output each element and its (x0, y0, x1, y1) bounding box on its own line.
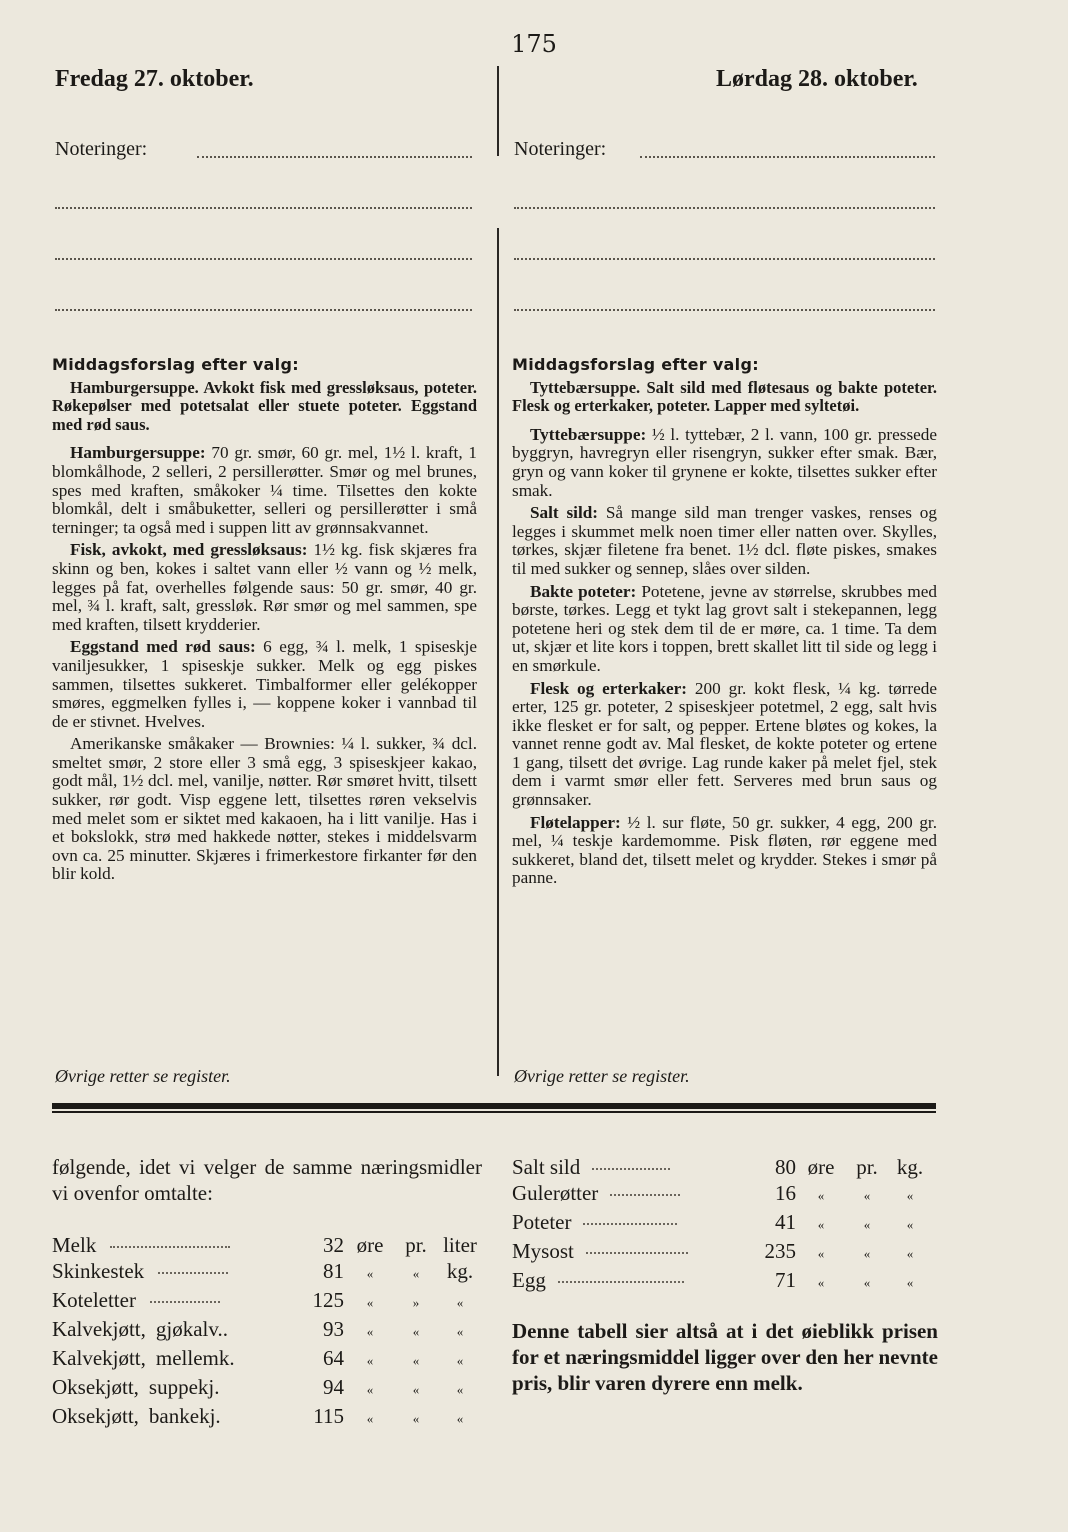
unit-c2: pr. (405, 1233, 427, 1257)
unit-c1: « (366, 1382, 374, 1397)
price-row (512, 1238, 932, 1267)
unit-c3: « (906, 1188, 914, 1203)
unit-c3: kg. (446, 1259, 474, 1283)
item-price: 93 (323, 1317, 344, 1341)
item-price: 235 (764, 1239, 796, 1263)
left-notes-line-1 (197, 156, 472, 158)
right-recipe: Salt sild: Så mange sild man trenger vaskes, renses og legges i skummet melk noen timer eller natten over. Skylles, tørkes, skjær filetene fra benet. 1½ dcl. fløte piskes, smakes til med sukker og sennep, slåes over silden. (512, 503, 937, 578)
unit-c1: « (817, 1275, 825, 1290)
unit-c1: øre (356, 1233, 384, 1257)
price-table-left (52, 1232, 484, 1432)
unit-c3: « (906, 1275, 914, 1290)
price-row (52, 1403, 484, 1432)
item-name: Kalvekjøtt, gjøkalv.. (52, 1317, 229, 1341)
price-row (512, 1267, 932, 1296)
left-notes-line-3 (55, 258, 472, 260)
unit-c2: » (412, 1295, 420, 1310)
item-name: Salt sild (512, 1154, 756, 1180)
left-footer-note: Øvrige retter se register. (55, 1066, 231, 1086)
right-recipes (512, 356, 937, 892)
unit-c2: « (412, 1382, 420, 1397)
right-notes-line-4 (514, 309, 935, 311)
price-row (52, 1345, 484, 1374)
item-price: 80 (775, 1155, 796, 1179)
right-recipe: Flesk og erterkaker: 200 gr. kokt flesk, ¼ kg. tørrede erter, 125 gr. poteter, 2 spiseskjeer potetmel, 2 egg, salt hvis ikke flesket er for salt, og pepper. Ertene bløtes og kokes, la vannet renne godt av. Mal flesket, de kokte poteter og ertene 1 gang, tilsett det øvrige. Lag runde kaker på melet fjel, stek dem i varmt smør eller fett. Serveres med brun saus og grønnsaker. (512, 678, 937, 810)
item-price: 94 (323, 1375, 344, 1399)
item-price: 115 (313, 1404, 344, 1428)
item-name: Egg (512, 1267, 756, 1296)
unit-c1: « (817, 1217, 825, 1232)
item-price: 81 (323, 1259, 344, 1283)
right-notes-line-2 (514, 207, 935, 209)
left-notes-line-2 (55, 207, 472, 209)
item-price: 71 (775, 1268, 796, 1292)
left-recipe: Hamburgersuppe: 70 gr. smør, 60 gr. mel, 1½ l. kraft, 1 blomkålhode, 2 selleri, 2 persillerøtter. Smør og mel brunes, spes med kraften, småkoker ¼ time. Tilsettes den kokte blomkål, delt i småbuketter, selleri og persillerøtter i små terninger; ta også med i suppen litt av grønnsakvannet. (52, 443, 477, 537)
right-day-heading: Lørdag 28. oktober. (716, 66, 918, 92)
price-row (512, 1209, 932, 1238)
item-price: 41 (775, 1210, 796, 1234)
unit-c3: « (456, 1324, 464, 1339)
unit-c2: « (863, 1246, 871, 1261)
price-row (512, 1154, 932, 1180)
item-price: 16 (775, 1181, 796, 1205)
left-suggestions: Hamburgersuppe. Avkokt fisk med gressløksaus, poteter. Røkepølser med potetsalat eller stuete poteter. Eggstand med rød saus. (52, 377, 477, 434)
left-recipes (52, 356, 477, 888)
unit-c2: « (863, 1275, 871, 1290)
item-price: 125 (312, 1288, 344, 1312)
unit-c2: « (863, 1188, 871, 1203)
item-price: 32 (323, 1233, 344, 1257)
left-notes-label: Noteringer: (55, 138, 148, 160)
right-suggestions: Tyttebærsuppe. Salt sild med fløtesaus og bakte poteter. Flesk og erterkaker, poteter. Lapper med syltetøi. (512, 377, 937, 416)
item-name: Mysost (512, 1238, 756, 1267)
right-notes-label: Noteringer: (514, 138, 607, 160)
unit-c3: « (906, 1246, 914, 1261)
unit-c3: liter (443, 1233, 477, 1257)
left-recipe: Fisk, avkokt, med gressløksaus: 1½ kg. fisk skjæres fra skinn og ben, kokes i saltet vann eller ½ vann og ½ melk, legges på fat, overhelles følgende saus: 50 gr. smør, 40 gr. mel, ¾ l. kraft, salt, gressløk. Rør smør og mel sammen, spe med kraften, tilsett krydderier. (52, 540, 478, 634)
left-day-heading: Fredag 27. oktober. (55, 66, 254, 92)
unit-c1: « (817, 1188, 825, 1203)
unit-c1: « (366, 1353, 374, 1368)
right-footer-note: Øvrige retter se register. (514, 1066, 690, 1086)
right-notes-line-1 (640, 156, 935, 158)
unit-c3: « (456, 1411, 464, 1426)
price-row (512, 1180, 932, 1209)
unit-c1: « (366, 1324, 374, 1339)
unit-c3: « (456, 1382, 464, 1397)
price-row (52, 1316, 484, 1345)
summary-note: Denne tabell sier altså at i det øieblikk prisen for et næringsmiddel ligger over den her nevnte pris, blir varen dyrere enn melk. (512, 1319, 938, 1395)
unit-c1: « (817, 1246, 825, 1261)
page-number: 175 (511, 30, 557, 58)
unit-c3: « (906, 1217, 914, 1232)
unit-c3: « (456, 1353, 464, 1368)
unit-c2: pr. (856, 1155, 878, 1179)
unit-c2: « (863, 1217, 871, 1232)
right-notes-line-3 (514, 258, 935, 260)
item-name: Poteter (512, 1209, 756, 1238)
unit-c2: « (412, 1353, 420, 1368)
right-section-heading: Middagsforslag efter valg: (512, 355, 759, 374)
unit-c3: kg. (896, 1155, 924, 1179)
price-table-right (512, 1154, 932, 1296)
column-divider-top (497, 66, 499, 156)
price-intro: følgende, idet vi velger de samme næringsmidler vi ovenfor omtalte: (52, 1155, 482, 1205)
right-recipe: Tyttebærsuppe: ½ l. tyttebær, 2 l. vann, 100 gr. pressede byggryn, havregryn eller risengryn, sukker efter smak. Bær, gryn og vann koker til grynene er kokte, tilsettes sukker efter smak. (512, 424, 937, 500)
unit-c1: « (366, 1411, 374, 1426)
item-name: Skinkestek (52, 1258, 302, 1287)
section-rule-thin (52, 1111, 936, 1113)
right-recipe: Bakte poteter: Potetene, jevne av størrelse, skrubbes med børste, tørkes. Legg et tykt lag grovt salt i stekepannen, legg potetene heri og stek dem til de er møre, ca. 1 time. Ta dem ut, skjær et lite kors i toppen, brett skallet litt til side og legg i en smørkule. (512, 581, 937, 675)
right-recipe: Fløtelapper: ½ l. sur fløte, 50 gr. sukker, 4 egg, 200 gr. mel, ¼ teskje kardemomme. Pisk fløten, rør eggene med sukkeret, bland det, tilsett melet og krydder. Stekes i smør på panne. (512, 812, 937, 888)
unit-c3: « (456, 1295, 464, 1310)
unit-c2: « (412, 1266, 420, 1281)
unit-c1: « (366, 1295, 374, 1310)
section-rule (52, 1103, 936, 1109)
item-price: 64 (323, 1346, 344, 1370)
unit-c2: « (412, 1324, 420, 1339)
unit-c2: « (412, 1411, 420, 1426)
item-name: Koteletter (52, 1287, 302, 1316)
item-name: Kalvekjøtt, mellemk. (52, 1346, 235, 1370)
item-name: Gulerøtter (512, 1180, 756, 1209)
price-row (52, 1232, 484, 1258)
unit-c1: « (366, 1266, 374, 1281)
unit-c1: øre (807, 1155, 835, 1179)
price-row (52, 1258, 484, 1287)
item-name: Oksekjøtt, suppekj. (52, 1375, 220, 1399)
price-row (52, 1287, 484, 1316)
item-name: Melk (52, 1232, 302, 1258)
left-section-heading: Middagsforslag efter valg: (52, 355, 299, 374)
price-row (52, 1374, 484, 1403)
left-recipe: Eggstand med rød saus: 6 egg, ¾ l. melk, 1 spiseskje vaniljesukker, 1 spiseskje sukker. Melk og egg piskes sammen, tilsettes sukkeret. Timbalformer eller gelékopper smøres, eggmelken fylles i, — koppene koker i vannbad til de er stivnet. Hvelves. (52, 637, 477, 731)
column-divider (497, 228, 499, 1076)
item-name: Oksekjøtt, bankekj. (52, 1404, 221, 1428)
left-recipe: Amerikanske småkaker — Brownies: ¼ l. sukker, ¾ dcl. smeltet smør, 2 store eller 3 små egg, 3 spiseskjeer kakao, godt mål, 1½ dcl. mel, vanilje, nøtter. Rør smøret hvitt, tilsett sukker, rør godt. Visp eggene lett, tilsettes røren vekselvis med melet som er siktet med kakaoen, ha i litt vanilje. Has i et bokslokk, strø med hakkede nøtter, stekes i middelsvarm ovn ca. 25 minutter. Skjæres i frimerkestore firkanter før den blir kold. (52, 734, 477, 884)
left-notes-line-4 (55, 309, 472, 311)
